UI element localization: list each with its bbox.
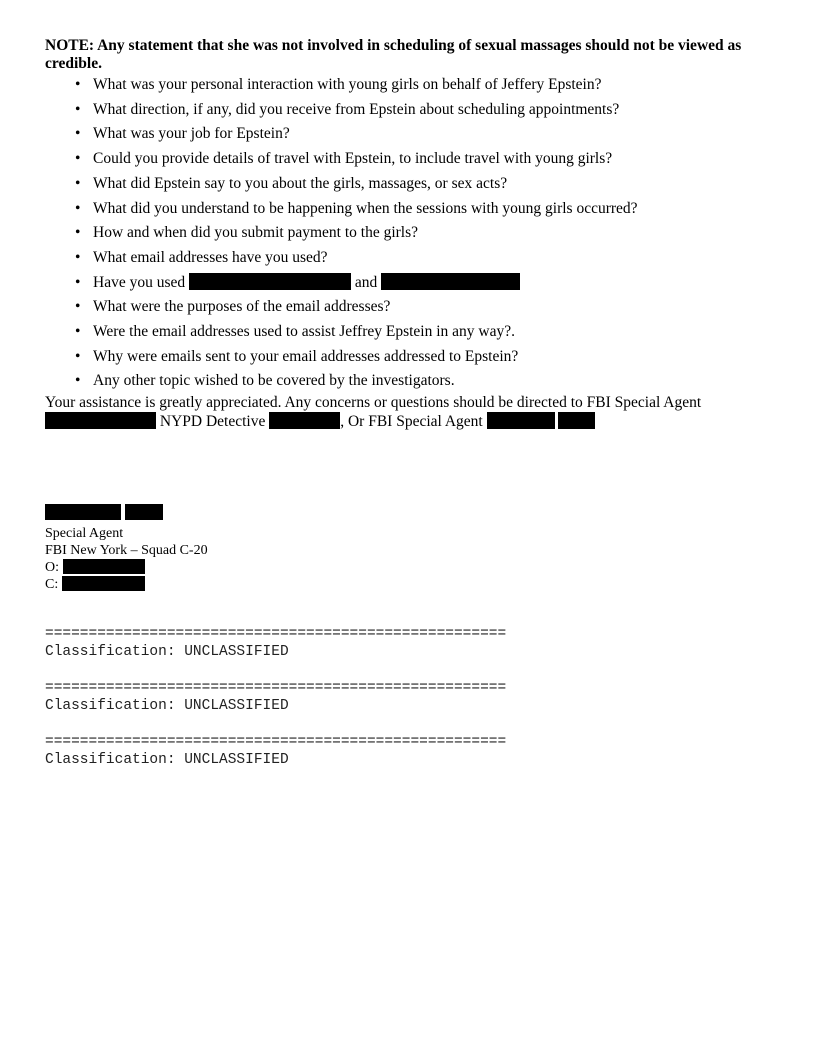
note-paragraph: NOTE: Any statement that she was not involved in scheduling of sexual massages should not be viewed as credible. [45,37,742,72]
office-phone-line [45,559,208,576]
cell-phone-line [45,576,208,593]
question-text: What was your personal interaction with young girls on behalf of Jeffery Epstein? [93,76,602,93]
list-item [75,172,785,197]
bullet-icon: • [75,298,81,316]
bullet-icon: • [75,224,81,242]
redaction-box [45,504,121,520]
question-text: What direction, if any, did you receive from Epstein about scheduling appointments? [93,100,620,118]
closing-agent-text: , Or FBI Special Agent [340,413,483,431]
question-text: Why were emails sent to your email addresses addressed to Epstein? [93,347,519,365]
classification-block [45,679,506,715]
bullet-icon: • [75,100,81,118]
question-text: What email addresses have you used? [93,248,328,266]
question-conjunction: and [354,273,378,291]
redaction-box [63,559,145,574]
classification-block [45,625,506,661]
signature-name-line [45,504,208,525]
closing-paragraph [45,394,785,431]
list-item-email-question [75,271,785,296]
question-prefix: Have you used [93,273,186,291]
classification-footer [45,625,506,787]
list-item [75,122,785,147]
redaction-box [558,412,595,429]
redaction-box [45,412,156,429]
question-list [45,73,785,394]
redaction-box [125,504,163,520]
redaction-box [189,273,351,290]
bullet-icon: • [75,76,81,93]
signature-block [45,504,208,593]
classification-block [45,733,506,769]
bullet-icon: • [75,150,81,168]
list-item [75,345,785,370]
list-item [75,147,785,172]
list-item [75,98,785,123]
bullet-icon: • [75,174,81,192]
signature-office: FBI New York – Squad C-20 [45,543,208,558]
list-item [75,73,785,98]
list-item [75,197,785,222]
redaction-box [62,576,145,591]
redaction-box [269,412,340,429]
question-text: Could you provide details of travel with Epstein, to include travel with young girls? [93,150,613,168]
bullet-icon: • [75,372,81,390]
bullet-icon: • [75,248,81,266]
bullet-icon: • [75,125,81,143]
signature-title: Special Agent [45,526,124,541]
question-text: Were the email addresses used to assist Jeffrey Epstein in any way?. [93,323,516,341]
office-phone-label: O: [45,560,59,575]
separator-line: ===================================================== [45,680,507,696]
classification-label: Classification: UNCLASSIFIED [45,644,289,660]
cell-phone-label: C: [45,577,59,592]
classification-label: Classification: UNCLASSIFIED [45,698,289,714]
list-item [75,320,785,345]
separator-line: ===================================================== [45,626,507,642]
list-item [75,369,785,394]
question-text: Any other topic wished to be covered by the investigators. [93,372,455,390]
bullet-icon: • [75,347,81,365]
list-item [75,295,785,320]
redaction-box [381,273,520,290]
document-body [45,37,785,431]
question-text: What did you understand to be happening when the sessions with young girls occurred? [93,199,638,217]
bullet-icon: • [75,273,81,291]
bullet-icon: • [75,199,81,217]
list-item [75,221,785,246]
question-text: How and when did you submit payment to the girls? [93,224,419,242]
bullet-icon: • [75,323,81,341]
question-text: What did Epstein say to you about the girls, massages, or sex acts? [93,174,508,192]
question-text: What were the purposes of the email addresses? [93,298,391,316]
question-text: What was your job for Epstein? [93,125,290,143]
list-item [75,246,785,271]
separator-line: ===================================================== [45,734,507,750]
closing-line: Your assistance is greatly appreciated. Any concerns or questions should be directed to FBI Special Agent [45,394,702,412]
classification-label: Classification: UNCLASSIFIED [45,752,289,768]
redaction-box [487,412,555,429]
closing-nypd-text: NYPD Detective [159,413,266,431]
